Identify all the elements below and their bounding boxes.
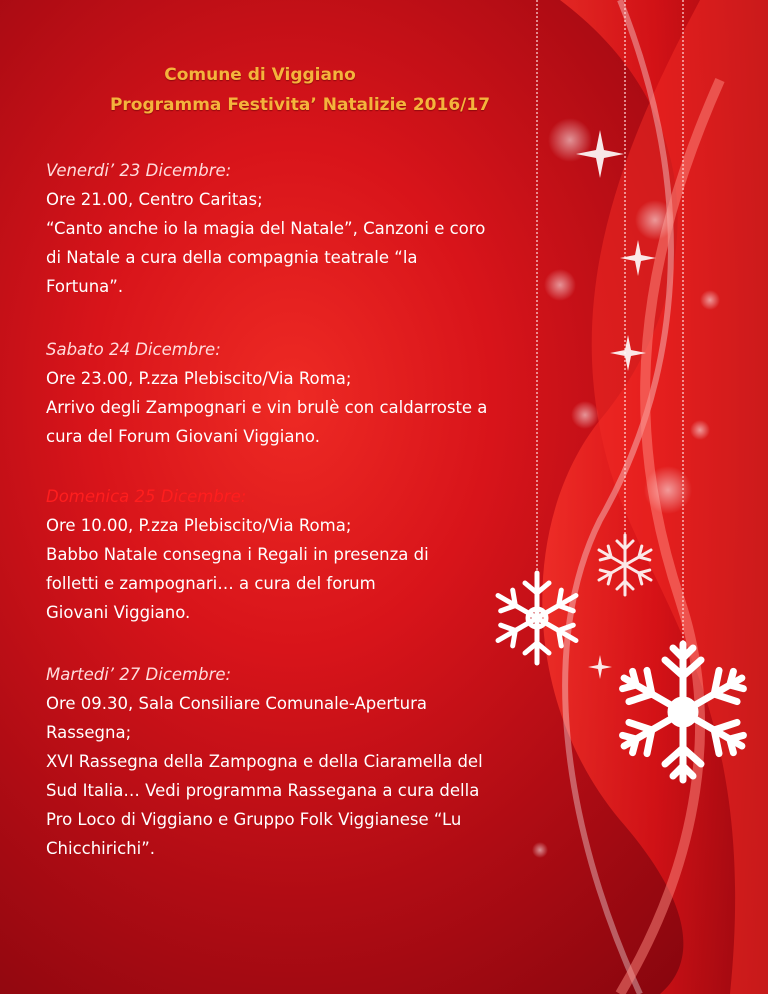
event-venerdi <box>46 156 546 301</box>
event-line: Ore 21.00, Centro Caritas; <box>46 190 263 209</box>
event-domenica <box>46 482 546 627</box>
event-line: cura del Forum Giovani Viggiano. <box>46 427 320 446</box>
bokeh-light <box>544 269 576 301</box>
bokeh-light <box>635 200 675 240</box>
event-line: Fortuna”. <box>46 277 124 296</box>
event-line: Sud Italia… Vedi programma Rassegana a cura della <box>46 781 480 800</box>
event-date: Martedi’ 27 Dicembre: <box>46 665 232 684</box>
event-line: XVI Rassegna della Zampogna e della Ciaramella del <box>46 752 483 771</box>
bokeh-light <box>700 290 720 310</box>
event-line: “Canto anche io la magia del Natale”, Canzoni e coro <box>46 219 486 238</box>
event-sabato <box>46 335 546 451</box>
bokeh-light <box>690 420 710 440</box>
page-subtitle: Programma Festivita’ Natalizie 2016/17 <box>109 95 491 115</box>
event-date: Venerdi’ 23 Dicembre: <box>46 161 232 180</box>
event-date: Sabato 24 Dicembre: <box>46 340 221 359</box>
event-line: Ore 09.30, Sala Consiliare Comunale-Apertura <box>46 694 427 713</box>
event-line: Pro Loco di Viggiano e Gruppo Folk Viggianese “Lu <box>46 810 462 829</box>
page-title: Comune di Viggiano <box>164 65 356 85</box>
event-line: di Natale a cura della compagnia teatrale “la <box>46 248 418 267</box>
event-line: Arrivo degli Zampognari e vin brulè con caldarroste a <box>46 398 488 417</box>
event-line: folletti e zampognari… a cura del forum <box>46 574 376 593</box>
bokeh-light <box>571 401 599 429</box>
event-date: Domenica 25 Dicembre: <box>46 487 247 506</box>
event-line: Rassegna; <box>46 723 132 742</box>
event-line: Giovani Viggiano. <box>46 603 191 622</box>
event-martedi <box>46 660 546 863</box>
event-line: Ore 10.00, P.zza Plebiscito/Via Roma; <box>46 516 352 535</box>
bokeh-light <box>644 466 692 514</box>
event-line: Ore 23.00, P.zza Plebiscito/Via Roma; <box>46 369 352 388</box>
event-line: Chicchirichi”. <box>46 839 156 858</box>
event-line: Babbo Natale consegna i Regali in presenza di <box>46 545 429 564</box>
